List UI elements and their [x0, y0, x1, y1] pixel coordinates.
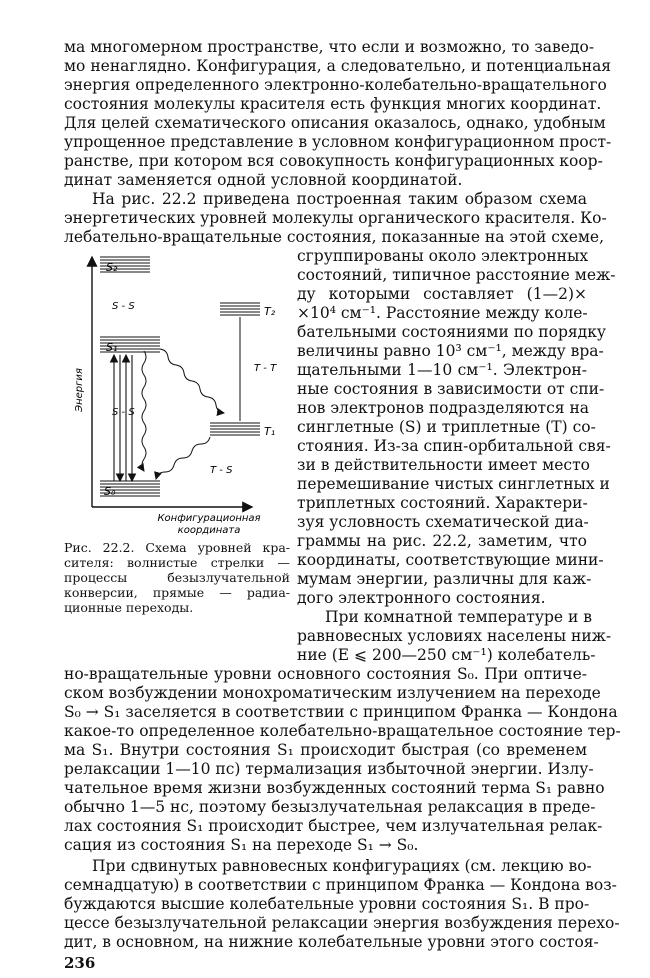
t1-label: T₁: [264, 425, 276, 438]
text-line: ранстве, при котором вся совокупность конфигурационных коор-: [64, 152, 603, 170]
text-line: упрощенное представление в условном конфигурационном прост-: [64, 133, 612, 151]
configuration-axis-label: координата: [177, 525, 241, 535]
s-s-lower-label: S - S: [112, 407, 135, 418]
text-line: ные состояния в зависимости от спи-: [297, 380, 605, 398]
energy-axis-label: Энергия: [74, 368, 85, 412]
text-line: динат заменяется одной условной координатой.: [64, 171, 463, 189]
text-line: семнадцатую) в соответствии с принципом Франка — Кондона воз-: [64, 876, 617, 894]
s-s-upper-label: S - S: [112, 301, 135, 312]
t1-levels: [210, 423, 260, 435]
text-line: энергия определенного электронно-колебательно-вращательного: [64, 76, 607, 94]
text-line: граммы на рис. 22.2, заметим, что: [297, 532, 587, 550]
text-line: но-вращательные уровни основного состояния S₀. При оптиче-: [64, 665, 587, 683]
text-line: цессе безызлучательной релаксации энергия возбуждения перехо-: [64, 914, 620, 932]
figure-caption-line: конверсии, прямые — радиа-: [64, 585, 290, 600]
energy-level-diagram: [64, 245, 290, 535]
text-line: состояния молекулы красителя есть функция многих координат.: [64, 95, 602, 113]
text-line: буждаются высшие колебательные уровни состояния S₁. В про-: [64, 895, 590, 913]
text-line: При сдвинутых равновесных конфигурациях (см. лекцию во-: [92, 857, 592, 875]
configuration-axis-label: Конфигурационная: [157, 513, 261, 524]
text-line: чательное время жизни возбужденных состояний терма S₁ равно: [64, 779, 605, 797]
figure-caption-line: процессы безызлучательной: [64, 570, 290, 585]
text-line: координаты, соответствующие мини-: [297, 551, 604, 569]
radiative-transitions: [114, 355, 132, 481]
text-line: ма многомерном пространстве, что если и возможно, то заведо-: [64, 38, 595, 56]
text-line: равновесных условиях населены ниж-: [297, 627, 612, 645]
text-line: триплетных состояний. Характери-: [297, 494, 588, 512]
figure-caption-line: ционные переходы.: [64, 600, 194, 615]
text-line: На рис. 22.2 приведена построенная таким образом схема: [92, 190, 587, 208]
text-line: мо ненаглядно. Конфигурация, а следовательно, и потенциальная: [64, 57, 612, 75]
s2-label: S₂: [106, 261, 118, 274]
text-line: релаксации 1—10 пс) термализация избыточной энергии. Излу-: [64, 760, 594, 778]
text-line: стояния. Из-за спин-орбитальной свя-: [297, 437, 611, 455]
text-line: При комнатной температуре и в: [325, 608, 593, 626]
text-line: синглетные (S) и триплетные (T) со-: [297, 418, 596, 436]
page-number: 236: [64, 954, 96, 972]
figure-caption-line: сителя: волнистые стрелки —: [64, 555, 290, 570]
nonradiative-transitions: [142, 349, 224, 479]
text-line: обычно 1—5 нс, поэтому безызлучательная релаксация в преде-: [64, 798, 596, 816]
text-line: сгруппированы около электронных: [297, 247, 589, 265]
text-line: лебательно-вращательные состояния, показанные на этой схеме,: [64, 228, 605, 246]
text-line: какое-то определенное колебательно-вращательное состояние тер-: [64, 722, 621, 740]
text-line: состояний, типичное расстояние меж-: [297, 266, 616, 284]
text-line: зуя условность схематической диа-: [297, 513, 589, 531]
s0-label: S₀: [104, 485, 116, 498]
text-line: перемешивание чистых синглетных и: [297, 475, 610, 493]
t-s-label: T - S: [210, 465, 233, 476]
text-line: мумам энергии, различны для каж-: [297, 570, 592, 588]
text-line: нов электронов подразделяются на: [297, 399, 590, 417]
text-line: дого электронного состояния.: [297, 589, 546, 607]
text-line: лах состояния S₁ происходит быстрее, чем излучательная релак-: [64, 817, 603, 835]
t2-levels: [220, 303, 260, 315]
text-line: S₀ → S₁ заселяется в соответствии с принципом Франка — Кондона: [64, 703, 618, 721]
text-line: энергетических уровней молекулы органического красителя. Ко-: [64, 209, 607, 227]
text-line: сация из состояния S₁ на переходе S₁ → S₀.: [64, 836, 419, 854]
text-line: щательными 1—10 см⁻¹. Электрон-: [297, 361, 587, 379]
figure-caption-line: Рис. 22.2. Схема уровней кра-: [64, 540, 290, 555]
text-line: ду которыми составляет (1—2)×: [297, 285, 587, 303]
s1-label: S₁: [106, 341, 118, 354]
text-line: бательными состояниями по порядку: [297, 323, 607, 341]
text-line: дит, в основном, на нижние колебательные уровни этого состоя-: [64, 933, 599, 951]
text-line: Для целей схематического описания оказалось, однако, удобным: [64, 114, 606, 132]
text-line: ние (E ⩽ 200—250 см⁻¹) колебатель-: [297, 646, 596, 664]
text-line: ском возбуждении монохроматическим излучением на переходе: [64, 684, 601, 702]
text-line: зи в действительности имеет место: [297, 456, 590, 474]
text-line: величины равно 10³ см⁻¹, между вра-: [297, 342, 604, 360]
text-line: ма S₁. Внутри состояния S₁ происходит быстрая (со временем: [64, 741, 587, 759]
text-line: ×10⁴ см⁻¹. Расстояние между коле-: [297, 304, 588, 322]
t-t-label: T - T: [254, 363, 277, 374]
t2-label: T₂: [264, 305, 276, 318]
